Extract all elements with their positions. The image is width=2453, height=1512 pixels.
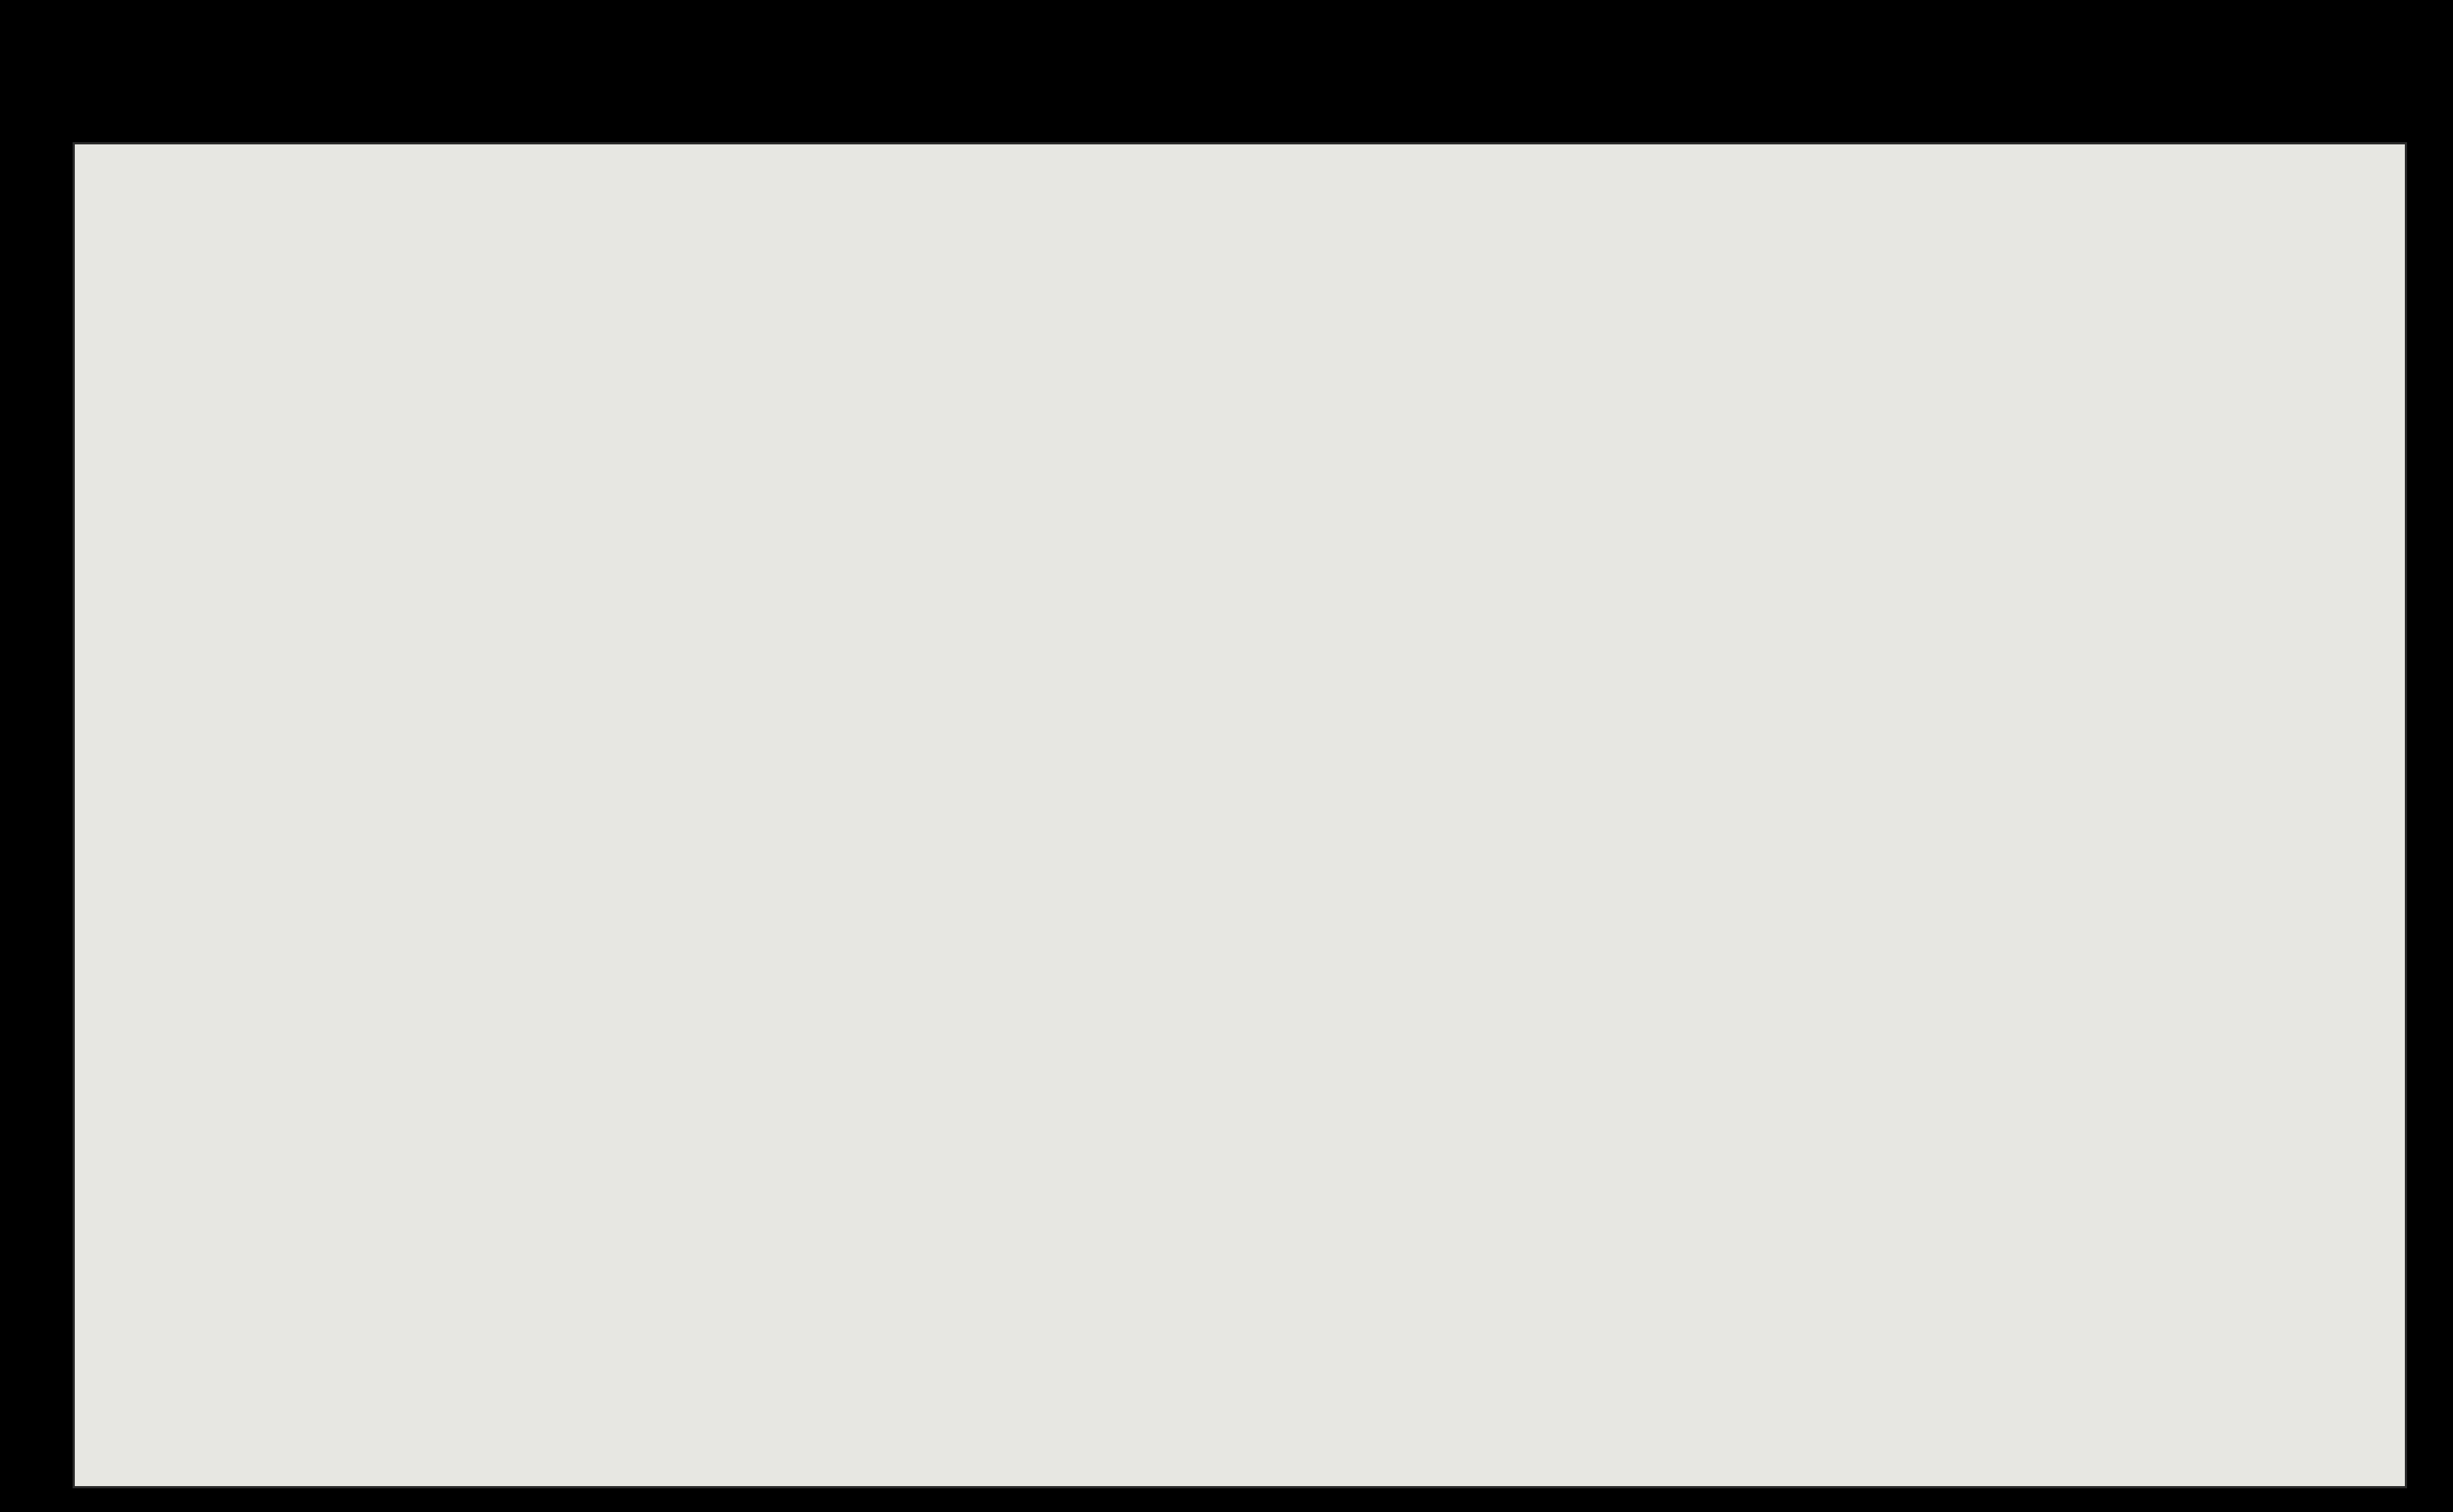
census-card xyxy=(73,142,2407,1488)
census-form-drawing xyxy=(75,144,2407,1488)
